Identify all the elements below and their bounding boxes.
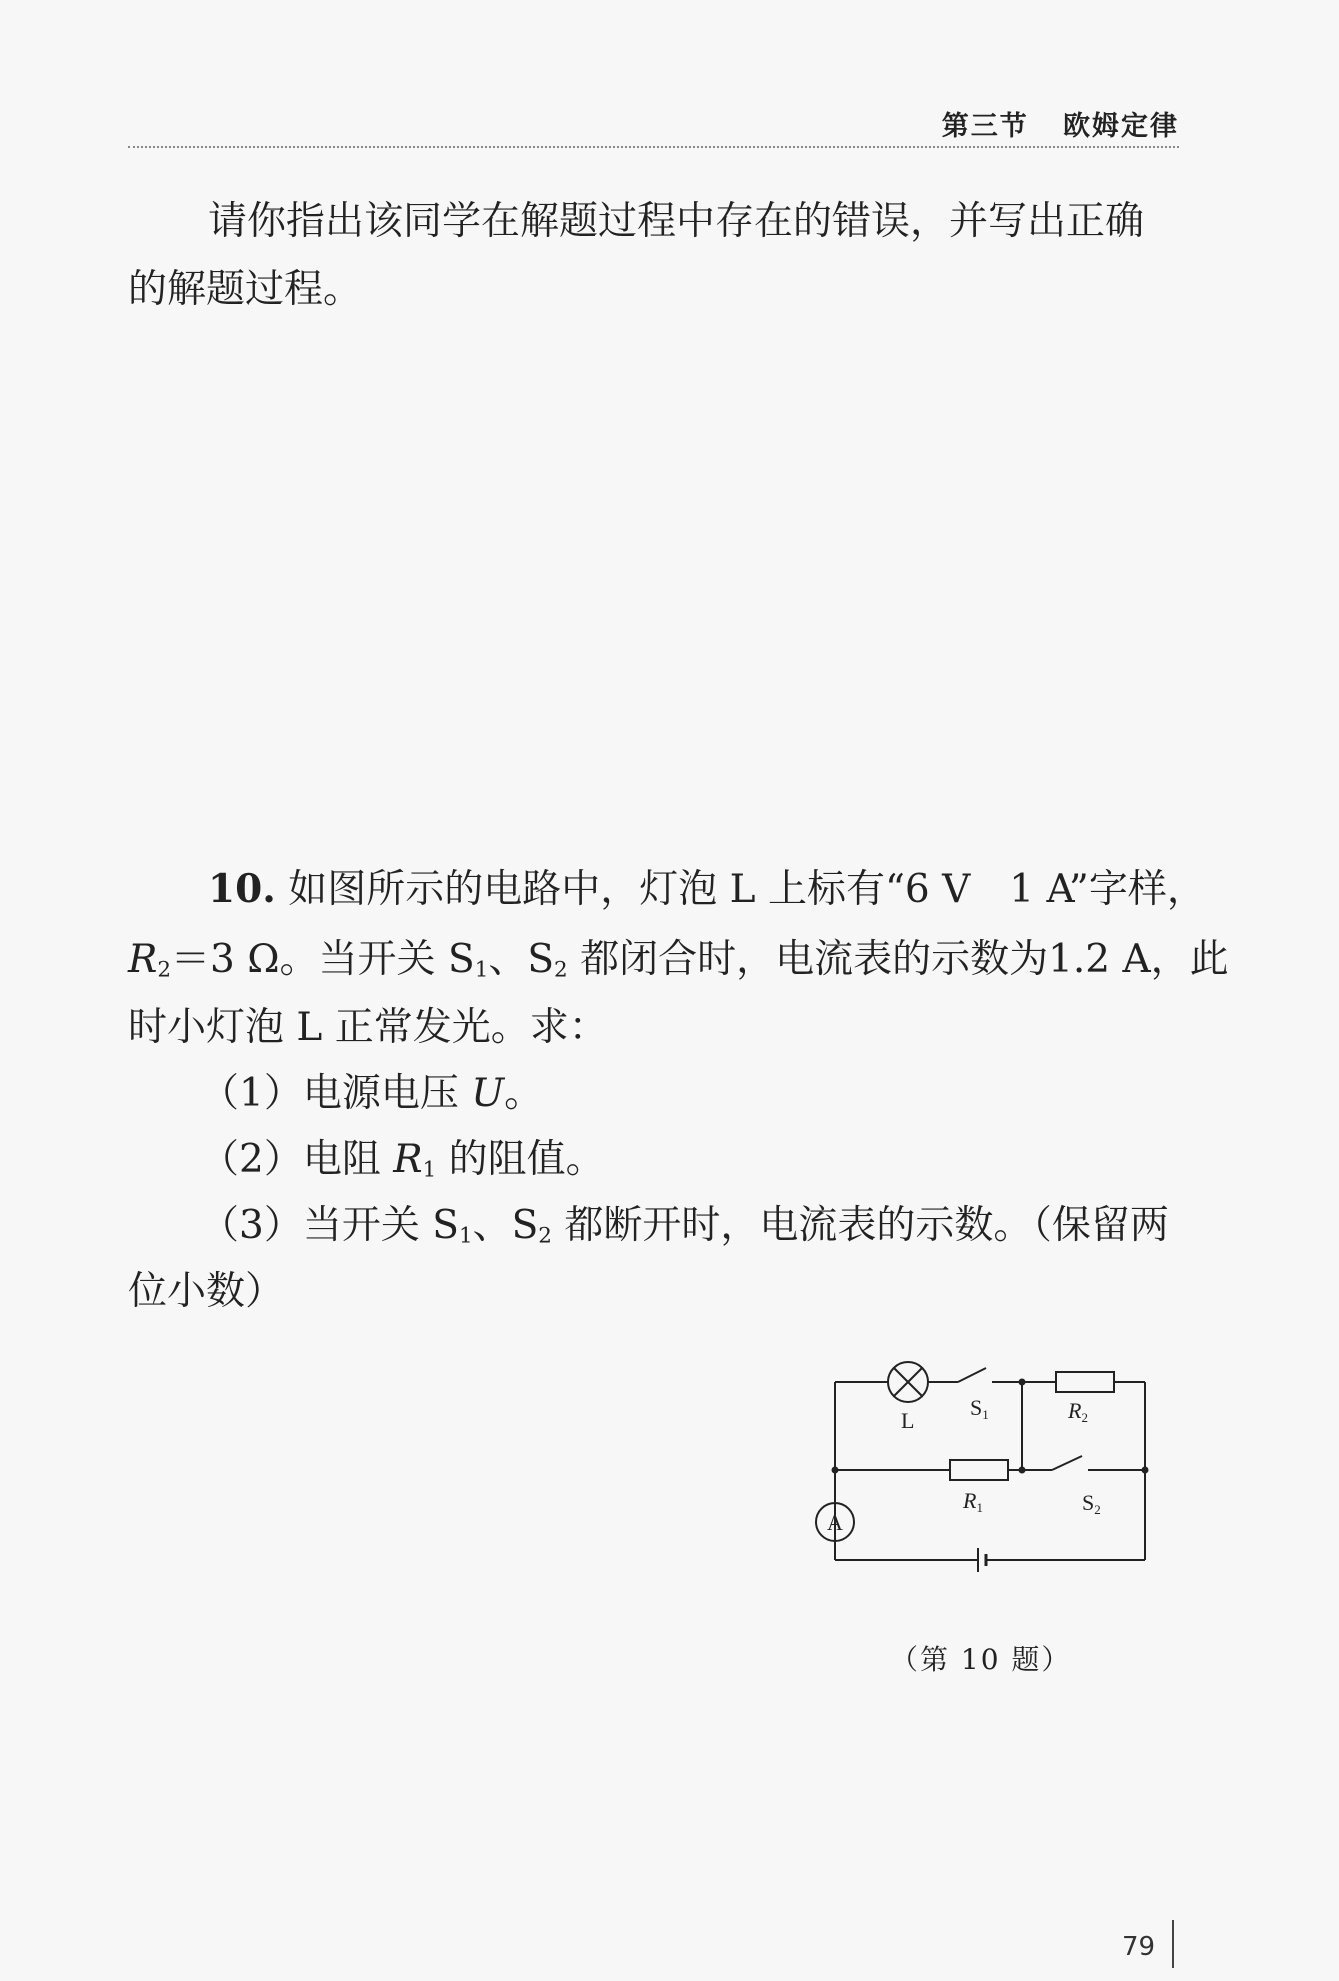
junction-dot-left <box>832 1467 839 1474</box>
question-line-2-mid: 、S <box>488 937 555 982</box>
subquestion-3-mid: 、S <box>472 1203 539 1248</box>
subquestion-3-s2-sub: 2 <box>538 1223 552 1249</box>
page-number-rule <box>1172 1920 1174 1968</box>
r1-subscript: 1 <box>422 1157 437 1183</box>
page-header <box>128 100 1179 148</box>
junction-dot-right <box>1142 1467 1149 1474</box>
s2-label: S2 <box>1082 1490 1101 1517</box>
subquestion-2-end: 的阻值。 <box>436 1137 605 1182</box>
subquestion-3-text: （3）当开关 S <box>200 1203 459 1248</box>
s1-switch-blade <box>958 1368 986 1382</box>
intro-line-1: 请你指出该同学在解题过程中存在的错误，并写出正确 <box>208 199 1145 244</box>
r2-resistor <box>1056 1372 1114 1392</box>
header-title <box>942 104 1179 143</box>
intro-line-2: 的解题过程。 <box>128 267 363 312</box>
subquestion-1-end: 。 <box>504 1071 544 1116</box>
question-line-3: 时小灯泡 L 正常发光。求： <box>128 1005 608 1050</box>
r1-variable: R <box>393 1137 423 1182</box>
question-line-1-text: 如图所示的电路中，灯泡 L 上标有“6 V 1 A”字样， <box>288 867 1206 912</box>
r2-label: R2 <box>1068 1398 1088 1425</box>
question-line-1 <box>208 858 1206 914</box>
page-number: 79 <box>1122 1932 1156 1962</box>
question-number: 10. <box>208 866 276 912</box>
u-variable: U <box>471 1071 505 1116</box>
question-line-2 <box>128 928 1229 984</box>
header-section: 第三节 <box>941 111 1029 142</box>
question-line-2-end: 都闭合时，电流表的示数为1.2 A，此 <box>567 937 1229 982</box>
subquestion-1-text: （1）电源电压 <box>200 1071 472 1116</box>
question-line-2-text: ＝3 Ω。当开关 S <box>171 937 475 982</box>
r2-subscript: 2 <box>157 957 172 983</box>
lamp-label: L <box>901 1408 915 1433</box>
r1-resistor <box>950 1460 1008 1480</box>
subquestion-2 <box>200 1128 605 1184</box>
figure-caption: （第 10 题） <box>890 1643 1072 1676</box>
r2-variable: R <box>128 937 158 982</box>
s2-subscript: 2 <box>554 957 568 983</box>
subquestion-1 <box>200 1062 543 1118</box>
subquestion-3-line-2: 位小数） <box>128 1269 285 1314</box>
subquestion-3 <box>200 1194 1169 1250</box>
circuit-diagram <box>800 1360 1180 1620</box>
ammeter-label: A <box>827 1510 843 1535</box>
s1-subscript: 1 <box>474 957 489 983</box>
s2-switch-blade <box>1052 1456 1082 1470</box>
junction-dot-top <box>1019 1379 1026 1386</box>
subquestion-3-end: 都断开时，电流表的示数。（保留两 <box>551 1203 1169 1248</box>
r1-label: R1 <box>963 1488 983 1515</box>
subquestion-3-s1-sub: 1 <box>458 1223 473 1249</box>
header-chapter: 欧姆定律 <box>1063 111 1179 142</box>
subquestion-2-text: （2）电阻 <box>200 1137 394 1182</box>
s1-label: S1 <box>970 1395 989 1422</box>
junction-dot-mid <box>1019 1467 1026 1474</box>
